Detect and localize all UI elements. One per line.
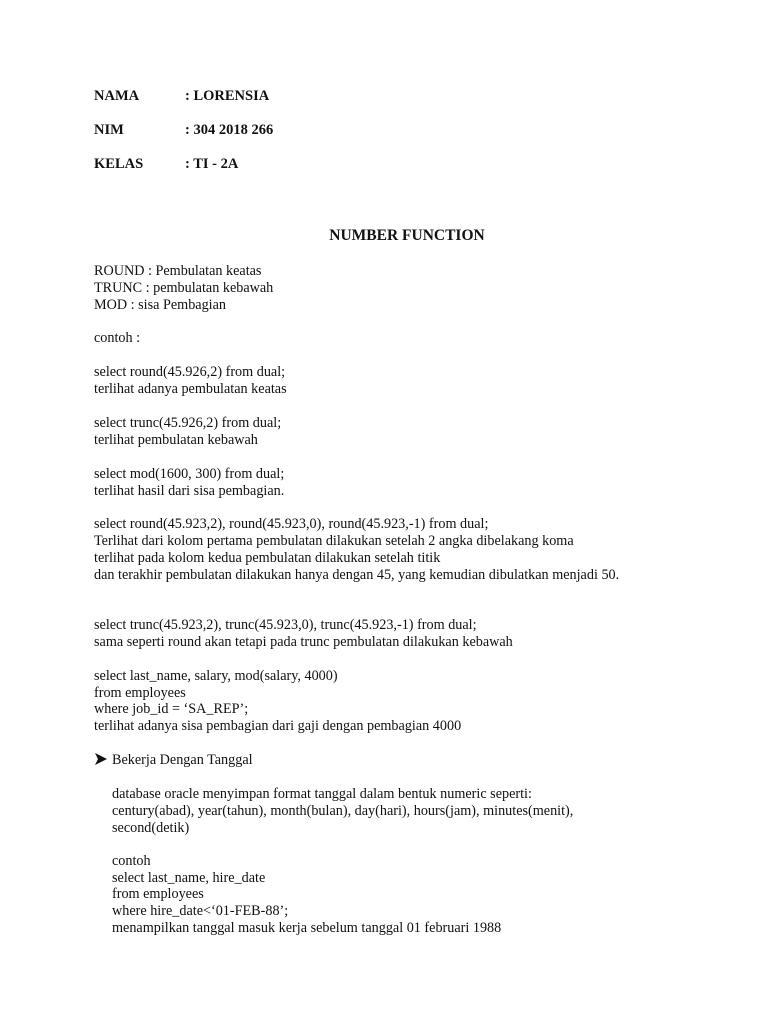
explanation-line: terlihat hasil dari sisa pembagian.	[94, 483, 285, 499]
kelas-value: : TI - 2A	[185, 156, 239, 172]
explanation-line: menampilkan tanggal masuk kerja sebelum tanggal 01 februari 1988	[112, 920, 502, 936]
explanation-line: sama seperti round akan tetapi pada trunc pembulatan dilakukan kebawah	[94, 634, 513, 650]
description-line: century(abad), year(tahun), month(bulan), day(hari), hours(jam), minutes(menit),	[112, 803, 574, 819]
explanation-line: dan terakhir pembulatan dilakukan hanya dengan 45, yang kemudian dibulatkan menjadi 50.	[94, 567, 620, 583]
code-line: select mod(1600, 300) from dual;	[94, 466, 285, 482]
nim-value: : 304 2018 266	[185, 122, 274, 138]
definition-trunc: TRUNC : pembulatan kebawah	[94, 280, 274, 296]
explanation-line: terlihat adanya pembulatan keatas	[94, 381, 287, 397]
code-line: where job_id = ‘SA_REP’;	[94, 701, 249, 717]
explanation-line: terlihat pembulatan kebawah	[94, 432, 258, 448]
page-title: NUMBER FUNCTION	[329, 227, 485, 244]
contoh-label: contoh	[112, 853, 151, 869]
code-line: where hire_date<‘01-FEB-88’;	[112, 903, 289, 919]
description-line: database oracle menyimpan format tanggal dalam bentuk numeric seperti:	[112, 786, 532, 802]
code-line: select round(45.923,2), round(45.923,0), round(45.923,-1) from dual;	[94, 516, 489, 532]
description-line: second(detik)	[112, 820, 190, 836]
explanation-line: Terlihat dari kolom pertama pembulatan dilakukan setelah 2 angka dibelakang koma	[94, 533, 574, 549]
code-line: select round(45.926,2) from dual;	[94, 364, 286, 380]
code-line: select last_name, hire_date	[112, 870, 266, 886]
definition-round: ROUND : Pembulatan keatas	[94, 263, 262, 279]
code-line: from employees	[112, 886, 204, 902]
explanation-line: terlihat pada kolom kedua pembulatan dilakukan setelah titik	[94, 550, 441, 566]
kelas-label: KELAS	[94, 156, 144, 172]
nim-label: NIM	[94, 122, 124, 138]
arrow-bullet-icon	[94, 752, 108, 766]
definition-mod: MOD : sisa Pembagian	[94, 297, 227, 313]
code-line: select last_name, salary, mod(salary, 4000)	[94, 668, 338, 684]
code-line: from employees	[94, 685, 186, 701]
explanation-line: terlihat adanya sisa pembagian dari gaji dengan pembagian 4000	[94, 718, 462, 734]
nama-value: : LORENSIA	[185, 88, 270, 104]
section-heading: Bekerja Dengan Tanggal	[112, 752, 253, 768]
code-line: select trunc(45.926,2) from dual;	[94, 415, 282, 431]
contoh-label: contoh :	[94, 330, 141, 346]
code-line: select trunc(45.923,2), trunc(45.923,0), trunc(45.923,-1) from dual;	[94, 617, 477, 633]
nama-label: NAMA	[94, 88, 140, 104]
